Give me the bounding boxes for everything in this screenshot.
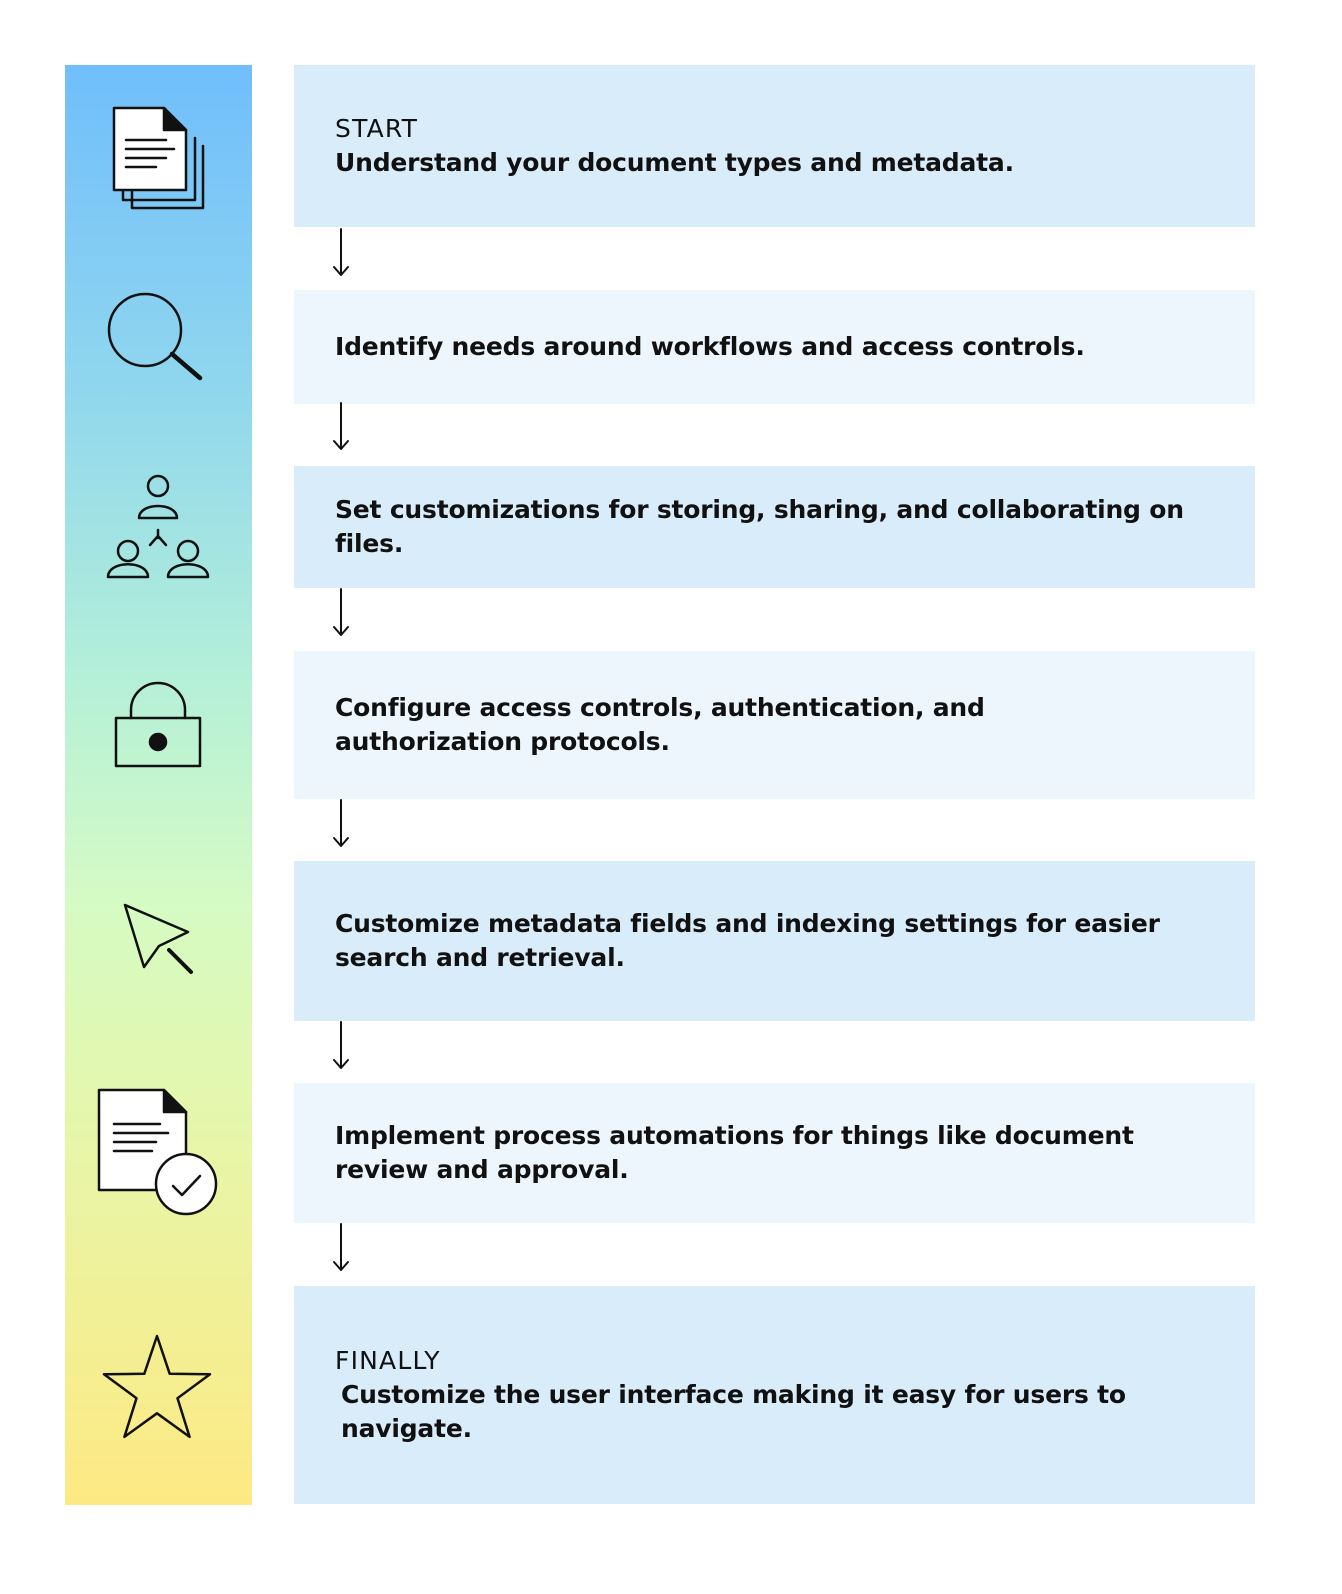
document-stack-icon [108,102,208,214]
step-heading-finally: FINALLY [335,1346,441,1375]
step-configure-access [294,651,1255,799]
star-icon [100,1332,214,1442]
gradient-sidebar [65,65,252,1505]
step-start [294,65,1255,227]
step-customize-metadata [294,861,1255,1021]
team-hierarchy-icon [103,472,213,582]
down-arrow-icon [330,799,352,849]
down-arrow-icon [330,402,352,452]
step-finally [294,1286,1255,1504]
step-implement-automations [294,1083,1255,1223]
step-text: Identify needs around workflows and access controls. [335,332,1085,361]
step-text: Set customizations for storing, sharing, and collaborating on files. [335,495,1184,558]
step-text: Understand your document types and metadata. [335,148,1014,177]
down-arrow-icon [330,588,352,638]
step-heading-start: START [335,114,419,143]
down-arrow-icon [330,1021,352,1071]
document-check-icon [94,1086,222,1220]
cursor-arrow-icon [120,900,200,980]
down-arrow-icon [330,1223,352,1273]
down-arrow-icon [330,228,352,278]
step-text: Implement process automations for things like document review and approval. [335,1121,1134,1184]
magnifying-glass-icon [104,290,208,384]
step-text: Customize the user interface making it easy for users to navigate. [341,1380,1126,1443]
step-set-customizations [294,466,1255,588]
step-text: Customize metadata fields and indexing settings for easier search and retrieval. [335,909,1160,972]
step-text: Configure access controls, authentication, and authorization protocols. [335,693,985,756]
padlock-icon [112,680,204,772]
step-identify-needs [294,290,1255,404]
